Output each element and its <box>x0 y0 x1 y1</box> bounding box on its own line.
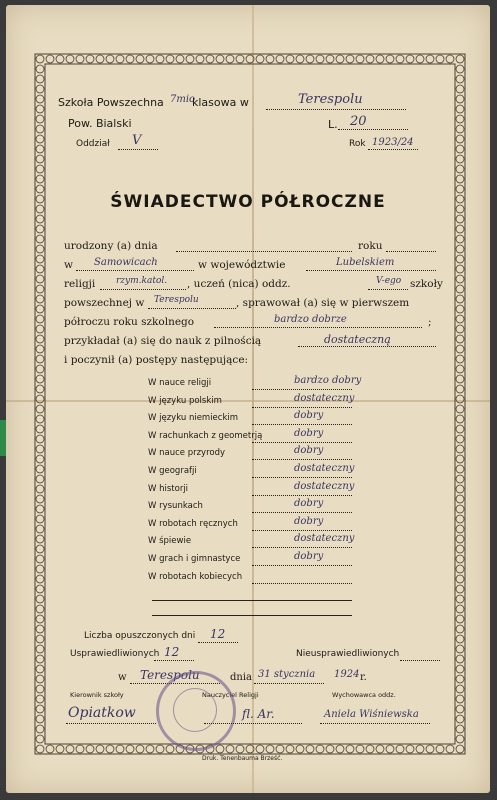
subject-grade-handwritten: dostateczny <box>294 480 355 492</box>
excused-handwritten: 12 <box>164 645 180 659</box>
subject-grade-line <box>252 512 352 513</box>
missed-days-label: Liczba opuszczonych dni <box>84 631 196 641</box>
school-type-handwritten: 7mio <box>170 94 196 105</box>
class-line <box>118 149 158 150</box>
date-year-suffix: r. <box>360 672 367 683</box>
town-line <box>266 109 406 110</box>
subject-name: W nauce religji <box>148 378 212 388</box>
school-word: szkoły <box>410 278 443 290</box>
class-handwritten: V <box>132 133 142 148</box>
subject-grade-line <box>252 495 352 496</box>
pupil-label: , uczeń (nica) oddz. <box>187 278 291 290</box>
subject-grade-line <box>252 459 352 460</box>
conduct-line <box>214 327 422 328</box>
birthplace-line <box>76 270 194 271</box>
subject-grade-handwritten: dostateczny <box>294 392 355 404</box>
subject-name: W rachunkach z geometrją <box>148 430 263 441</box>
subject-grade-line <box>252 565 352 566</box>
school-town-body-handwritten: Terespolu <box>154 295 199 305</box>
born-year-line <box>386 251 436 252</box>
school-type-suffix: klasowa w <box>192 96 249 109</box>
religion-signature-line <box>204 723 302 724</box>
subject-grade-line <box>252 583 352 584</box>
excused-label: Usprawiedliwionych <box>70 649 160 659</box>
conduct-semicolon: ; <box>428 316 432 328</box>
voivodeship-line <box>306 270 436 271</box>
diligence-line <box>298 346 436 347</box>
school-year-handwritten: 1923/24 <box>372 137 414 148</box>
subject-name: W robotach kobiecych <box>148 571 243 582</box>
certificate-paper <box>6 5 490 793</box>
date-town-handwritten: Terespolu <box>140 668 200 682</box>
school-stamp <box>156 671 236 751</box>
school-town-line <box>148 308 236 309</box>
grade-line <box>368 289 408 290</box>
subject-grade-handwritten: dostateczny <box>294 533 355 545</box>
subject-grade-handwritten: dobry <box>294 427 324 439</box>
date-in-label: w <box>118 672 127 683</box>
religion-teacher-signature: fl. Ar. <box>242 707 275 721</box>
head-teacher-label: Kierownik szkoły <box>70 691 124 699</box>
diligence-label: przykładał (a) się do nauk z pilnością <box>64 335 262 347</box>
diligence-handwritten: dostateczną <box>324 333 391 346</box>
date-day-label: dnia <box>230 672 253 683</box>
conduct-handwritten: bardzo dobrze <box>274 314 347 325</box>
class-label: Oddział <box>76 139 110 149</box>
head-teacher-signature: Opiatkow <box>68 705 136 721</box>
subject-grade-line <box>252 389 352 390</box>
subject-grade-handwritten: dostateczny <box>294 463 355 474</box>
voivodeship-handwritten: Lubelskiem <box>336 257 395 268</box>
subject-grade-line <box>252 547 352 548</box>
head-signature-line <box>66 723 156 724</box>
unexcused-line <box>400 660 440 661</box>
subject-name: W nauce przyrody <box>148 448 226 459</box>
subject-name: W rysunkach <box>148 501 203 512</box>
voivodeship-label: w województwie <box>198 259 286 271</box>
religion-teacher-label: Nauczyciel Religji <box>202 691 259 699</box>
year-label: Rok <box>349 139 366 149</box>
born-date-line <box>176 251 352 252</box>
number-handwritten: 20 <box>350 114 367 129</box>
in-label: w <box>64 259 73 271</box>
number-line <box>338 129 408 130</box>
subject-grade-handwritten: dobry <box>294 498 324 510</box>
year-line <box>368 149 418 150</box>
printer-credit: Druk. Tenenbauma Brześć. <box>202 755 283 762</box>
subject-grade-handwritten: bardzo dobry <box>294 375 362 386</box>
class-teacher-label: Wychowawca oddz. <box>332 691 396 699</box>
subject-name: W robotach ręcznych <box>148 518 238 529</box>
subject-name: W języku niemieckim <box>148 413 239 424</box>
subject-name: W grach i gimnastyce <box>148 554 241 564</box>
progress-label: i poczynił (a) postępy następujące: <box>64 354 249 366</box>
half-year-label: półroczu roku szkolnego <box>64 316 195 328</box>
subject-grade-handwritten: dobry <box>294 445 324 457</box>
subject-name: W historji <box>148 483 189 494</box>
school-label: Szkoła Powszechna <box>58 96 164 109</box>
date-year-handwritten: 1924 <box>334 669 360 680</box>
religion-label: religji <box>64 278 96 290</box>
grade-handwritten: V-ego <box>376 276 402 286</box>
county-label: Pow. Bialski <box>68 117 132 130</box>
excused-line <box>154 660 194 661</box>
subject-grade-line <box>252 424 352 425</box>
subjects-end-line-2 <box>152 615 352 616</box>
subject-name: W śpiewie <box>148 536 192 547</box>
public-school-label: powszechnej w <box>64 297 145 309</box>
subject-grade-line <box>252 407 352 408</box>
missed-days-line <box>198 642 238 643</box>
subject-grade-handwritten: dobry <box>294 410 324 422</box>
class-teacher-signature-line <box>320 723 430 724</box>
subjects-end-line-1 <box>152 600 352 601</box>
subject-grade-line <box>252 477 352 478</box>
green-tab <box>0 420 6 456</box>
date-day-line <box>254 683 324 684</box>
class-teacher-signature: Aniela Wiśniewska <box>324 709 419 720</box>
year-word: roku <box>358 240 383 252</box>
subject-grade-line <box>252 530 352 531</box>
subject-name: W języku polskim <box>148 395 222 406</box>
number-prefix: L. <box>328 118 338 131</box>
behaved-label: , sprawował (a) się w pierwszem <box>236 297 410 309</box>
subject-name: W geografji <box>148 466 197 476</box>
missed-days-handwritten: 12 <box>210 627 226 641</box>
religion-handwritten: rzym.katol. <box>116 276 168 286</box>
subject-grade-handwritten: dobry <box>294 515 324 527</box>
school-town-handwritten: Terespolu <box>298 92 363 107</box>
religion-line <box>100 289 186 290</box>
subject-grade-handwritten: dobry <box>294 551 324 562</box>
subject-grade-line <box>252 442 352 443</box>
unexcused-label: Nieusprawiedliwionych <box>296 649 400 659</box>
birthplace-handwritten: Samowicach <box>94 257 158 268</box>
document-title: ŚWIADECTWO PÓŁROCZNE <box>110 192 386 212</box>
date-day-handwritten: 31 stycznia <box>258 669 316 680</box>
born-label: urodzony (a) dnia <box>64 240 158 252</box>
